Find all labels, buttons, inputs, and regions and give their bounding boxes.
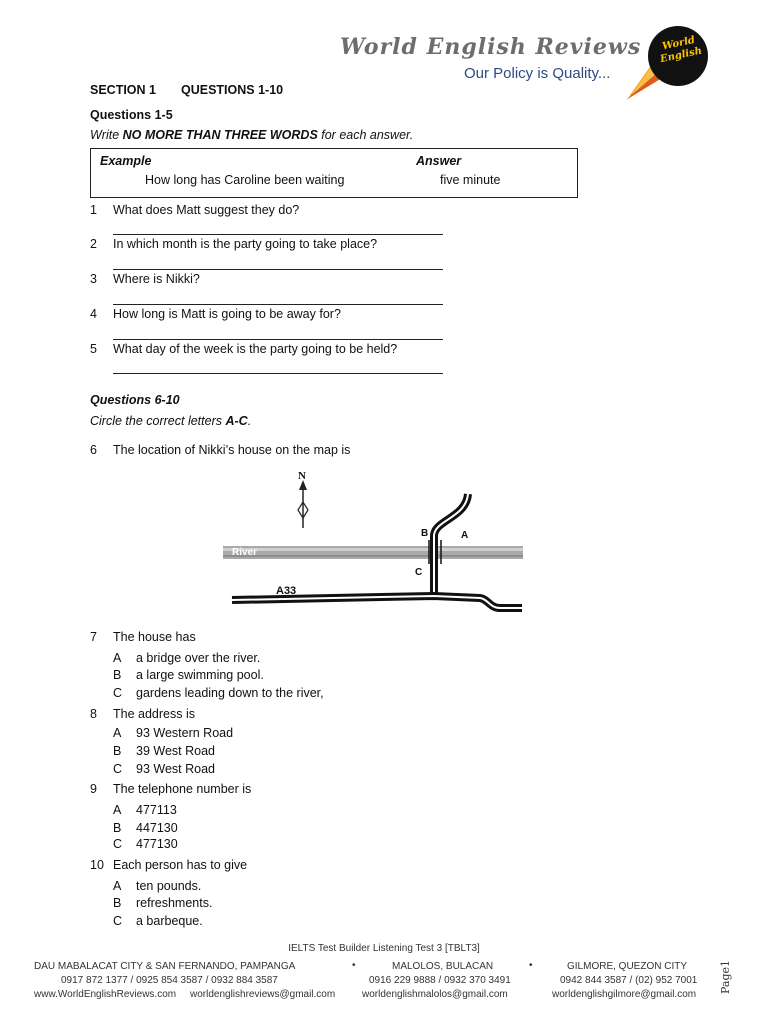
- example-answer: five minute: [440, 173, 501, 187]
- question-text: The address is: [113, 707, 195, 721]
- question-number: 7: [90, 630, 97, 644]
- question-number: 9: [90, 782, 97, 796]
- part2-instruction: [90, 414, 251, 428]
- question-text: The house has: [113, 630, 196, 644]
- map-graphic: [218, 462, 536, 638]
- location-c-label: C: [415, 567, 423, 578]
- option-text: gardens leading down to the river,: [136, 686, 324, 700]
- answer-label: Answer: [416, 154, 462, 168]
- answer-blank[interactable]: [113, 304, 443, 305]
- section-label: SECTION 1: [90, 83, 156, 97]
- question-number: 2: [90, 237, 97, 251]
- location-a-label: A: [461, 530, 469, 541]
- question-text: The telephone number is: [113, 782, 252, 796]
- question-number: 8: [90, 707, 97, 721]
- logo-text: World English: [659, 34, 704, 66]
- footer-phone: 0917 872 1377 / 0925 854 3587 / 0932 884 3587: [61, 975, 278, 986]
- instruction-emphasis: A-C: [225, 414, 248, 428]
- logo: [622, 20, 710, 104]
- option-letter[interactable]: A: [113, 879, 122, 893]
- answer-blank[interactable]: [113, 269, 443, 270]
- footer-bullet: •: [529, 960, 533, 971]
- footer-website-link[interactable]: www.WorldEnglishReviews.com: [34, 989, 177, 1000]
- question-number: 4: [90, 307, 97, 321]
- page-number: Page1: [719, 959, 732, 994]
- question-number: 3: [90, 272, 97, 286]
- part2-heading: Questions 6-10: [90, 393, 180, 407]
- footer-bullet: •: [352, 960, 356, 971]
- option-letter[interactable]: A: [113, 726, 122, 740]
- river-shape: [223, 546, 523, 559]
- answer-blank[interactable]: [113, 339, 443, 340]
- brand-tagline: Our Policy is Quality...: [464, 65, 611, 82]
- question-text: Where is Nikki?: [113, 272, 200, 286]
- question-number: 10: [90, 858, 104, 872]
- option-text: ten pounds.: [136, 879, 202, 893]
- footer-email-link[interactable]: worldenglishgilmore@gmail.com: [552, 989, 697, 1000]
- question-number: 1: [90, 203, 97, 217]
- footer-branch-name: GILMORE, QUEZON CITY: [567, 961, 688, 972]
- answer-blank[interactable]: [113, 373, 443, 374]
- option-letter[interactable]: C: [113, 837, 123, 851]
- option-text: 477113: [136, 803, 177, 817]
- footer-email-link[interactable]: worldenglishreviews@gmail.com: [190, 989, 336, 1000]
- option-text: a barbeque.: [136, 914, 203, 928]
- question-text: What does Matt suggest they do?: [113, 203, 300, 217]
- question-text: Each person has to give: [113, 858, 248, 872]
- option-letter[interactable]: C: [113, 914, 123, 928]
- part1-heading: Questions 1-5: [90, 108, 173, 122]
- question-number: 5: [90, 342, 97, 356]
- footer-branch-name: DAU MABALACAT CITY & SAN FERNANDO, PAMPANGA: [34, 961, 296, 972]
- instruction-emphasis: NO MORE THAN THREE WORDS: [122, 128, 318, 142]
- option-text: 93 Western Road: [136, 726, 234, 740]
- option-text: refreshments.: [136, 896, 213, 910]
- option-letter[interactable]: C: [113, 686, 123, 700]
- option-letter[interactable]: B: [113, 744, 122, 758]
- question-text: What day of the week is the party going to be held?: [113, 342, 398, 356]
- question-text: In which month is the party going to take place?: [113, 237, 378, 251]
- footer-email-link[interactable]: worldenglishmalolos@gmail.com: [362, 989, 508, 1000]
- instruction-text: .: [247, 414, 252, 428]
- option-letter[interactable]: B: [113, 668, 122, 682]
- question-text: How long is Matt is going to be away for?: [113, 307, 341, 321]
- section-questions: QUESTIONS 1-10: [181, 83, 284, 97]
- location-b-label: B: [421, 528, 429, 539]
- option-letter[interactable]: A: [113, 651, 122, 665]
- footer-phone: 0916 229 9888 / 0932 370 3491: [369, 975, 511, 986]
- option-letter[interactable]: B: [113, 821, 122, 835]
- question-number: 6: [90, 443, 97, 457]
- option-text: 477130: [136, 837, 178, 851]
- option-text: 93 West Road: [136, 762, 215, 776]
- option-text: a bridge over the river.: [136, 651, 261, 665]
- option-text: 39 West Road: [136, 744, 215, 758]
- instruction-text: Write: [90, 128, 123, 142]
- footer-title: IELTS Test Builder Listening Test 3 [TBLT3]: [288, 943, 480, 954]
- question-text: The location of Nikki’s house on the map is: [113, 443, 351, 457]
- brand-name: World English Reviews: [340, 34, 642, 60]
- example-question: How long has Caroline been waiting: [145, 173, 345, 187]
- answer-blank[interactable]: [113, 234, 443, 235]
- option-text: a large swimming pool.: [136, 668, 264, 682]
- footer-phone: 0942 844 3587 / (02) 952 7001: [560, 975, 698, 986]
- option-letter[interactable]: A: [113, 803, 122, 817]
- instruction-text: for each answer.: [317, 128, 414, 142]
- example-label: Example: [100, 154, 152, 168]
- river-label: River: [232, 547, 258, 558]
- road-label: A33: [276, 585, 297, 597]
- part1-instruction: [90, 128, 413, 142]
- option-letter[interactable]: B: [113, 896, 122, 910]
- option-letter[interactable]: C: [113, 762, 123, 776]
- instruction-text: Circle the correct letters: [90, 414, 226, 428]
- location-map: [218, 462, 536, 638]
- footer-branch-name: MALOLOS, BULACAN: [392, 961, 494, 972]
- north-label: N: [298, 470, 306, 482]
- option-text: 447130: [136, 821, 178, 835]
